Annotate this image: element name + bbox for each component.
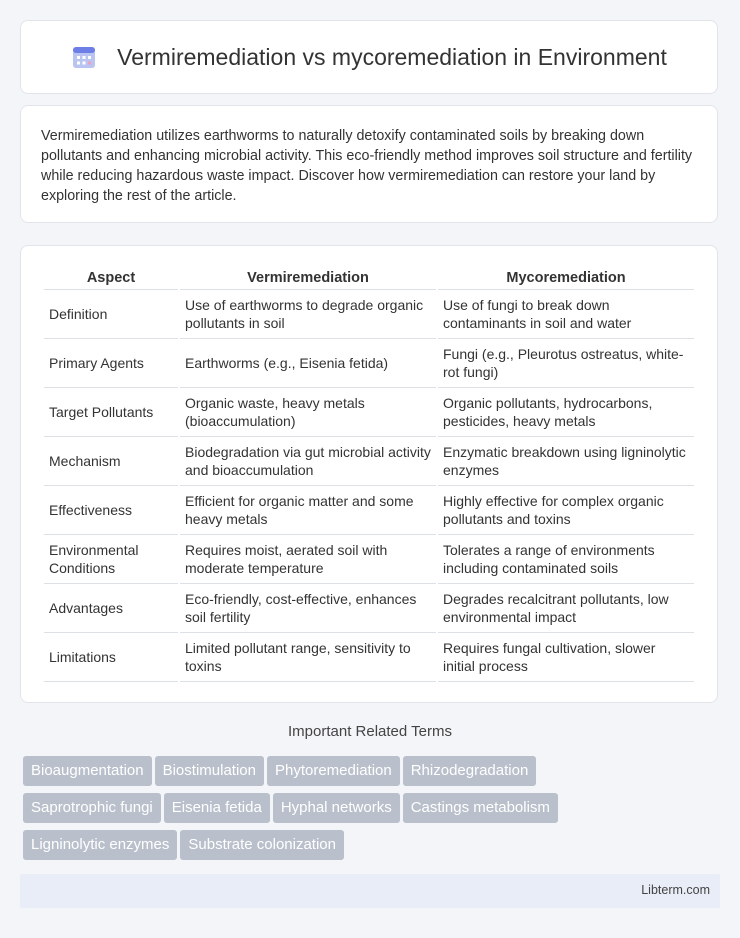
related-term-tag[interactable]: Castings metabolism: [403, 793, 558, 823]
related-term-tag[interactable]: Substrate colonization: [180, 830, 344, 860]
intro-card: [20, 105, 718, 223]
comparison-table-card: [20, 245, 718, 703]
intro-paragraph: Vermiremediation utilizes earthworms to naturally detoxify contaminated soils by breaking down pollutants and enhancing microbial activity. This eco-friendly method improves soil structure and fertility while reducing hazardous waste impact. Discover how vermiremediation can restore your land by exploring the rest of the article.: [41, 128, 693, 204]
title-card: [20, 20, 718, 94]
cell-mycoremediation: Organic pollutants, hydrocarbons, pesticides, heavy metals: [438, 388, 694, 437]
cell-mycoremediation: Fungi (e.g., Pleurotus ostreatus, white-rot fungi): [438, 339, 694, 388]
cell-aspect: Advantages: [44, 584, 178, 633]
cell-vermiremediation: Organic waste, heavy metals (bioaccumulation): [180, 388, 436, 437]
footer: [20, 874, 720, 908]
cell-mycoremediation: Degrades recalcitrant pollutants, low environmental impact: [438, 584, 694, 633]
header-mycoremediation: Mycoremediation: [438, 266, 694, 290]
related-term-tag[interactable]: Phytoremediation: [267, 756, 400, 786]
related-term-tag[interactable]: Ligninolytic enzymes: [23, 830, 177, 860]
related-term-tag[interactable]: Eisenia fetida: [164, 793, 270, 823]
cell-vermiremediation: Use of earthworms to degrade organic pollutants in soil: [180, 290, 436, 339]
related-terms-list: [23, 756, 717, 867]
cell-mycoremediation: Use of fungi to break down contaminants in soil and water: [438, 290, 694, 339]
calendar-grid-icon: [71, 44, 97, 70]
footer-site-link[interactable]: Libterm.com: [641, 883, 710, 897]
comparison-table: [42, 266, 696, 682]
cell-aspect: Primary Agents: [44, 339, 178, 388]
cell-aspect: Mechanism: [44, 437, 178, 486]
cell-vermiremediation: Efficient for organic matter and some heavy metals: [180, 486, 436, 535]
cell-aspect: Limitations: [44, 633, 178, 682]
cell-aspect: Target Pollutants: [44, 388, 178, 437]
header-vermiremediation: Vermiremediation: [180, 266, 436, 290]
table-row: [44, 290, 694, 339]
table-row: [44, 633, 694, 682]
header-aspect: Aspect: [44, 266, 178, 290]
table-row: [44, 584, 694, 633]
cell-vermiremediation: Biodegradation via gut microbial activity and bioaccumulation: [180, 437, 436, 486]
related-term-tag[interactable]: Rhizodegradation: [403, 756, 537, 786]
cell-vermiremediation: Limited pollutant range, sensitivity to toxins: [180, 633, 436, 682]
table-row: [44, 437, 694, 486]
cell-mycoremediation: Requires fungal cultivation, slower initial process: [438, 633, 694, 682]
cell-mycoremediation: Tolerates a range of environments including contaminated soils: [438, 535, 694, 584]
table-row: [44, 535, 694, 584]
cell-vermiremediation: Requires moist, aerated soil with moderate temperature: [180, 535, 436, 584]
cell-aspect: Effectiveness: [44, 486, 178, 535]
table-row: [44, 339, 694, 388]
table-header-row: [44, 266, 694, 290]
table-row: [44, 486, 694, 535]
related-term-tag[interactable]: Bioaugmentation: [23, 756, 152, 786]
related-term-tag[interactable]: Saprotrophic fungi: [23, 793, 161, 823]
related-term-tag[interactable]: Hyphal networks: [273, 793, 400, 823]
page-title: Vermiremediation vs mycoremediation in Environment: [117, 43, 667, 70]
cell-vermiremediation: Eco-friendly, cost-effective, enhances soil fertility: [180, 584, 436, 633]
related-term-tag[interactable]: Biostimulation: [155, 756, 264, 786]
cell-mycoremediation: Enzymatic breakdown using ligninolytic enzymes: [438, 437, 694, 486]
cell-vermiremediation: Earthworms (e.g., Eisenia fetida): [180, 339, 436, 388]
table-row: [44, 388, 694, 437]
cell-aspect: Definition: [44, 290, 178, 339]
cell-aspect: Environmental Conditions: [44, 535, 178, 584]
related-terms-heading: Important Related Terms: [288, 723, 452, 740]
cell-mycoremediation: Highly effective for complex organic pollutants and toxins: [438, 486, 694, 535]
